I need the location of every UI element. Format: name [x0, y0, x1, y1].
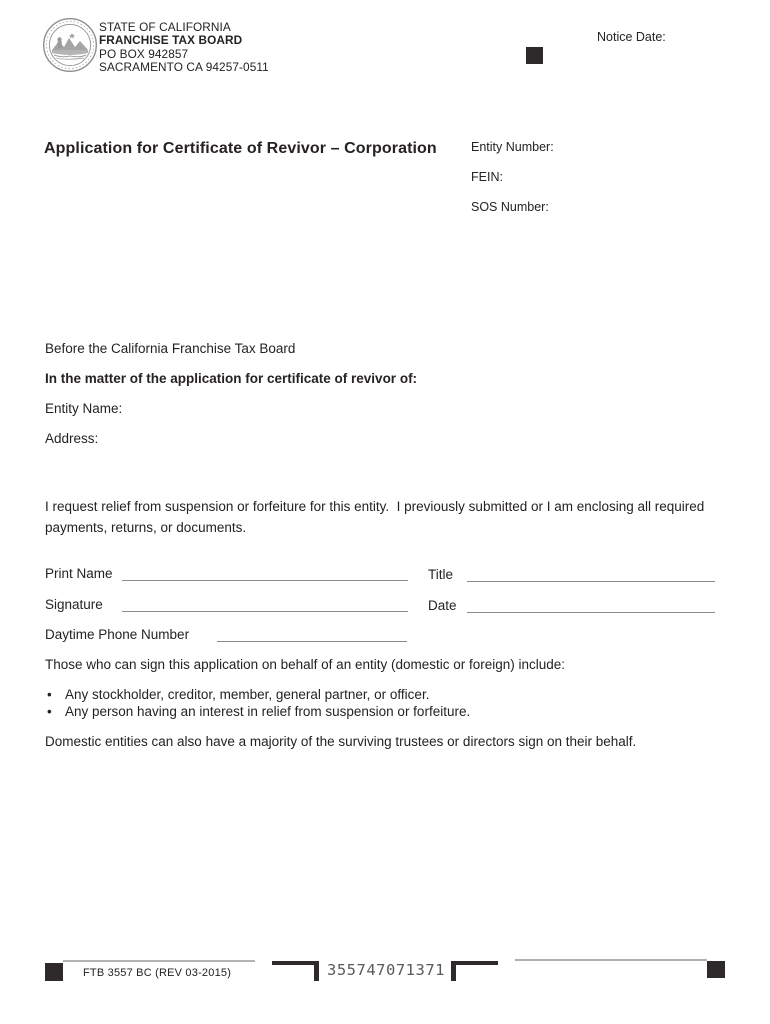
signature-field-line[interactable] [122, 611, 408, 612]
fein-label[interactable]: FEIN: [471, 170, 503, 184]
before-board-line: Before the California Franchise Tax Board [45, 341, 296, 356]
date-field-line[interactable] [467, 612, 715, 613]
agency-address-block [99, 21, 269, 75]
form-number-label: FTB 3557 BC (REV 03-2015) [83, 967, 232, 979]
date-label: Date [428, 598, 457, 613]
scan-alignment-square-top [526, 47, 543, 64]
scanline-corner-bracket-icon [272, 961, 319, 981]
sos-number-label[interactable]: SOS Number: [471, 200, 549, 214]
address-label[interactable]: Address: [45, 431, 99, 446]
form-title: Application for Certificate of Revivor – Corporation [44, 140, 437, 157]
agency-state-line: STATE OF CALIFORNIA [99, 20, 231, 34]
footer-divider-left [63, 960, 255, 962]
title-label: Title [428, 567, 454, 582]
domestic-entities-note: Domestic entities can also have a majority of the surviving trustees or directors sign on their behalf. [45, 734, 637, 749]
notice-date-label: Notice Date: [597, 30, 666, 44]
signature-label: Signature [45, 597, 103, 612]
title-field-line[interactable] [467, 581, 715, 582]
scan-alignment-square-bottom-left [45, 963, 63, 981]
scan-alignment-square-bottom-right [707, 961, 725, 978]
signers-bullet-item: • Any person having an interest in relief from suspension or forfeiture. [45, 703, 470, 720]
signers-bullet-item: • Any stockholder, creditor, member, general partner, or officer. [45, 686, 470, 703]
scanline-number: 355747071371 [327, 961, 445, 979]
matter-of-application-line: In the matter of the application for certificate of revivor of: [45, 371, 418, 386]
print-name-label: Print Name [45, 566, 113, 581]
agency-city-line: SACRAMENTO CA 94257-0511 [99, 60, 269, 75]
id-fields-block [471, 141, 554, 214]
signers-intro-line: Those who can sign this application on behalf of an entity (domestic or foreign) include: [45, 657, 566, 672]
daytime-phone-label: Daytime Phone Number [45, 627, 190, 642]
agency-board-line: FRANCHISE TAX BOARD [99, 33, 243, 48]
footer-divider-right [515, 959, 707, 961]
agency-pobox-line: PO BOX 942857 [99, 46, 189, 61]
signers-bullet-list [45, 686, 470, 720]
daytime-phone-field-line[interactable] [217, 641, 407, 642]
california-state-seal-icon [42, 17, 98, 73]
request-relief-paragraph: I request relief from suspension or forfeiture for this entity. I previously submitted or I am enclosing all required payments, returns, or documents. [45, 499, 709, 535]
entity-name-label[interactable]: Entity Name: [45, 401, 123, 416]
scanline-corner-bracket-icon [451, 961, 498, 981]
print-name-field-line[interactable] [122, 580, 408, 581]
entity-number-label[interactable]: Entity Number: [471, 140, 554, 154]
